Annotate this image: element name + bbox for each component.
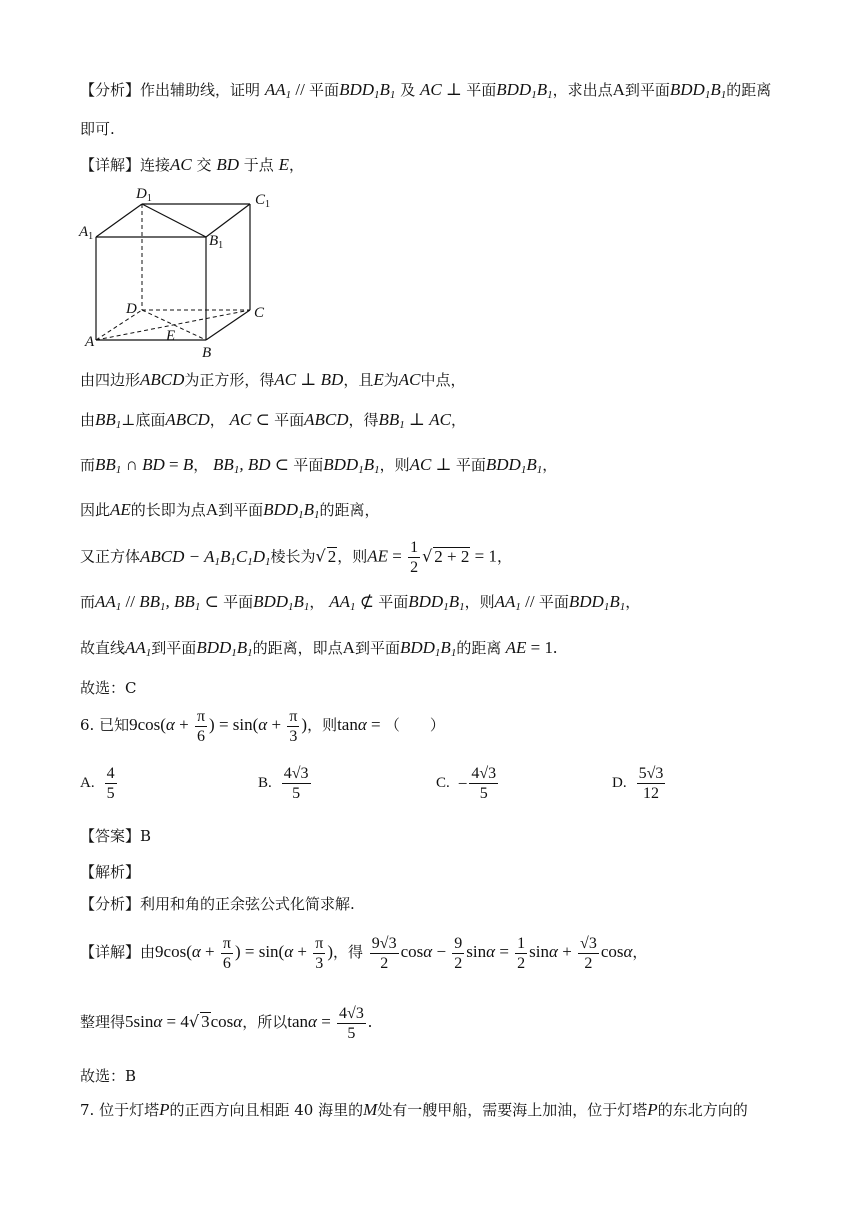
cube-figure: [78, 182, 278, 362]
question-7: 7. 位于灯塔P的正西方向且相距 40 海里的M处有一艘甲船，需要海上加油，位于灯塔P的东北方向的: [80, 1100, 748, 1119]
label-B1: $B_1$: [209, 233, 224, 251]
proof-line-6: 而$AA_1 // BB_1$, $BB_1$ ⊂ 平面$BDD_1B_1$， $AA_1$ ⊄ 平面$BDD_1B_1$，则$AA_1$ // 平面$BDD_1B_1$，: [80, 592, 641, 613]
proof-line-7: 故直线$AA_1$到平面$BDD_1B_1$的距离，即点A到平面$BDD_1B_1$的距离 AE = 1.: [80, 638, 558, 659]
label-D: D: [126, 301, 137, 317]
option-a[interactable]: A. $\frac{4}{5}$: [80, 765, 115, 802]
jiexi-line: 【解析】: [80, 863, 141, 881]
proof-line-4: 因此AE的长即为点A到平面$BDD_1B_1$的距离，: [80, 500, 380, 521]
analysis-line-end: 即可.: [80, 120, 115, 138]
choice-c: 故选：C: [80, 679, 137, 697]
option-b[interactable]: B. $\frac{4√3}{5}$: [258, 765, 309, 802]
proof-line-3: 而$BB_1$ ∩ BD = B， $BB_1$, BD ⊂ 平面$BDD_1B_1$，则AC ⊥ 平面$BDD_1B_1$，: [80, 455, 558, 476]
detail-connect: 【详解】连接AC 交 BD 于点 E，: [80, 155, 304, 174]
label-A: A: [85, 334, 95, 350]
analysis-line: 【分析】作出辅助线，证明 $AA_1$ // 平面$BDD_1B_1$ 及 AC ⊥ 平面$BDD_1B_1$，求出点A到平面$BDD_1B_1$的距离: [80, 80, 772, 101]
choice-b: 故选：B: [80, 1067, 137, 1085]
label-E: E: [166, 328, 176, 344]
simplify-6: 整理得5sinα = 4√ 3cosα，所以tanα = $\frac{4√3}{5}$ .: [80, 1004, 373, 1042]
label-C: C: [254, 305, 265, 321]
analysis-6: 【分析】利用和角的正余弦公式化简求解.: [80, 895, 355, 913]
proof-line-5: 又正方体ABCD − $A_1B_1C_1D_1$棱长为√ 2，则AE = $\frac{1}{2}$ √ 2 + 2 = 1，: [80, 539, 512, 576]
proof-line-2: 由$BB_1\perp$底面ABCD， AC ⊂ 平面ABCD，得$BB_1$ ⊥ AC，: [80, 410, 467, 431]
label-D1: $D_1$: [136, 186, 152, 204]
label-C1: $C_1$: [255, 192, 271, 210]
label-A1: $A_1$: [79, 224, 94, 242]
option-c[interactable]: C. − $\frac{4√3}{5}$: [436, 765, 497, 802]
detail-6: 【详解】由9cos(α + $\frac{\pi}{6}$ ) = sin(α + $\frac{\pi}{3}$ )，得 $\frac{9√3}{2}$ cosα − $\frac{9}{2}$ sinα = $\frac{1}{2}$ sinα + $\frac{√3}{2}$ cosα，: [80, 934, 648, 972]
question-6: 6. 已知9cos(α + $\frac{\pi}{6}$ ) = sin(α + $\frac{\pi}{3}$ )，则tanα = （ ）: [80, 707, 445, 745]
label-B: B: [202, 345, 212, 361]
proof-line-1: 由四边形ABCD为正方形，得AC ⊥ BD，且E为AC中点，: [80, 370, 466, 389]
option-d[interactable]: D. $\frac{5√3}{12}$: [612, 765, 664, 802]
answer-line: 【答案】B: [80, 827, 152, 845]
